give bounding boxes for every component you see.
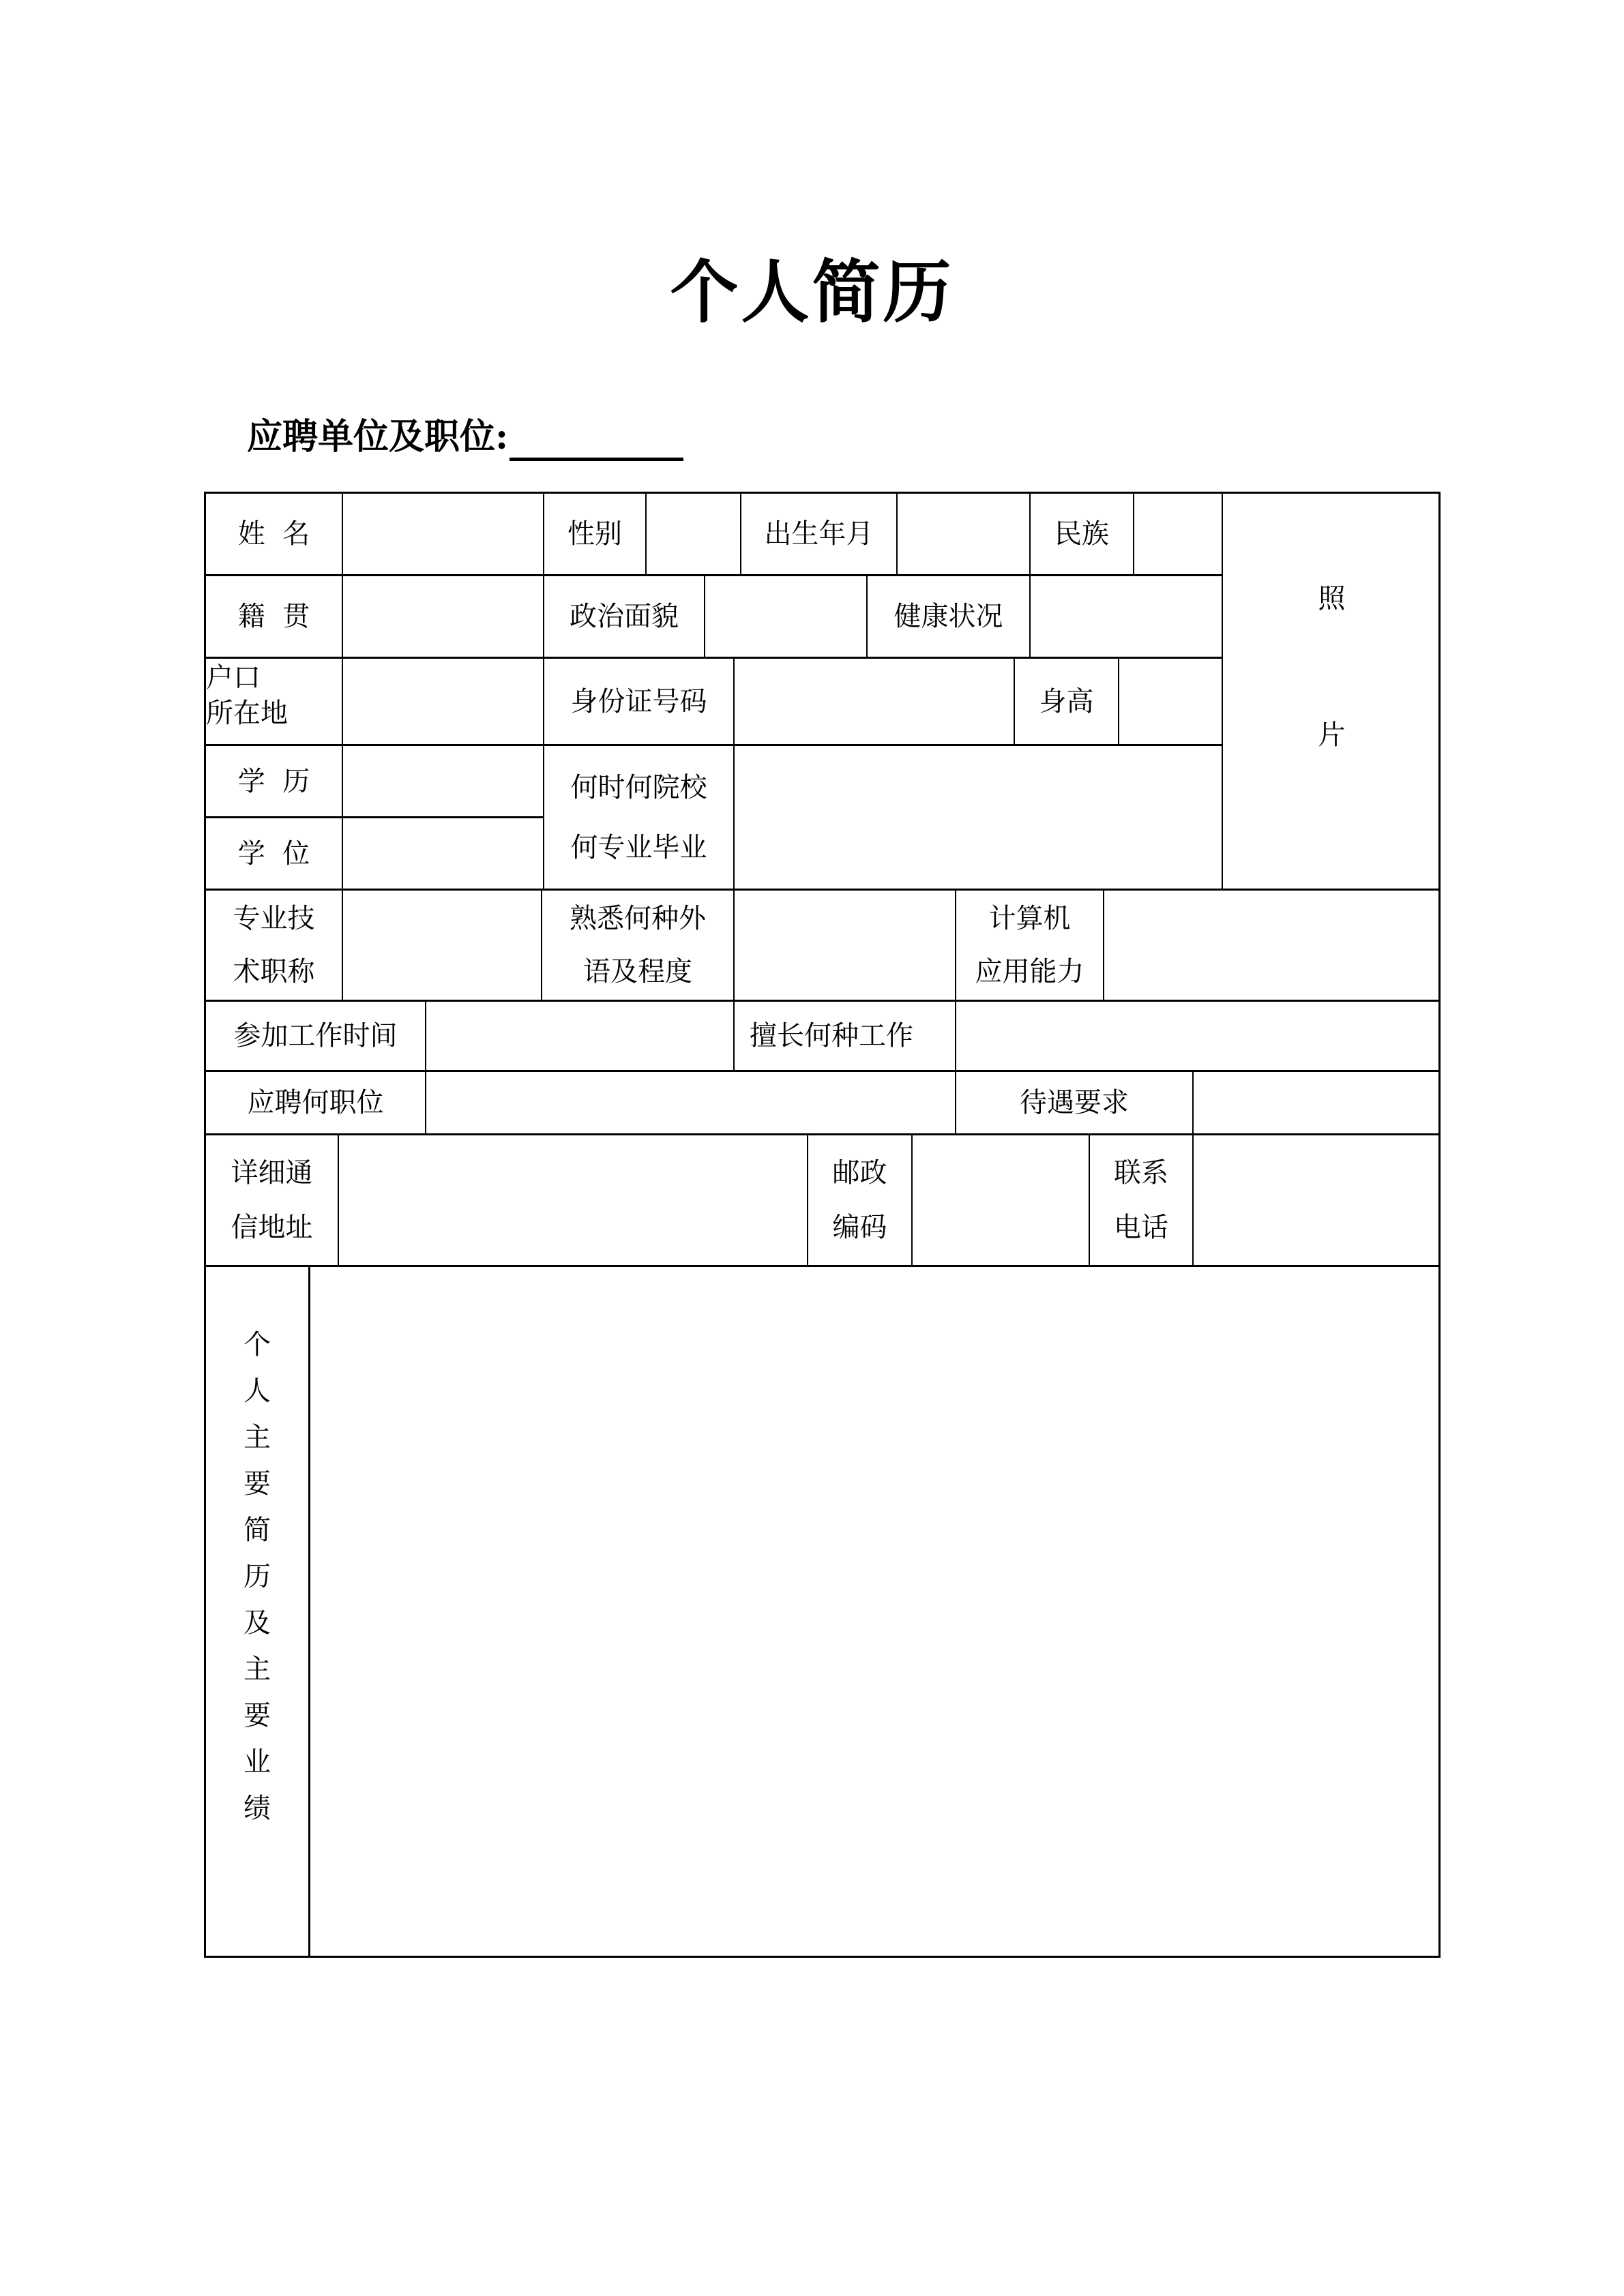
job-applied-label: 应聘何职位 [206, 1072, 426, 1135]
height-label: 身高 [1015, 659, 1119, 746]
postcode-field[interactable] [913, 1135, 1090, 1267]
name-field[interactable] [343, 494, 544, 576]
resume-label-char: 个 [243, 1329, 271, 1360]
computer-skill-label-line-2: 应用能力 [975, 956, 1084, 987]
postcode-label-line-1: 邮政 [832, 1157, 887, 1189]
resume-label-char: 要 [243, 1468, 271, 1500]
hukou-label-line-2: 所在地 [206, 698, 288, 729]
professional-title-label-line-2: 术职称 [233, 956, 315, 987]
resume-label-char: 要 [243, 1700, 271, 1731]
postcode-label-line-2: 编码 [832, 1212, 887, 1243]
specialty-label: 擅长何种工作 [735, 1002, 956, 1072]
phone-label [1090, 1135, 1194, 1267]
language-label-line-2: 语及程度 [583, 956, 692, 987]
phone-field[interactable] [1194, 1135, 1441, 1267]
computer-skill-label-line-1: 计算机 [988, 903, 1071, 934]
native-place-field[interactable] [343, 576, 544, 659]
specialty-field[interactable] [956, 1002, 1441, 1072]
hukou-label-line-1: 户口 [206, 662, 261, 694]
address-field[interactable] [339, 1135, 808, 1267]
work-start-label: 参加工作时间 [206, 1002, 426, 1072]
education-label: 学 历 [206, 746, 343, 818]
political-status-field[interactable] [705, 576, 868, 659]
language-field[interactable] [735, 891, 956, 1002]
gender-field[interactable] [647, 494, 741, 576]
height-field[interactable] [1119, 659, 1223, 746]
degree-label: 学 位 [206, 818, 343, 891]
native-place-label: 籍 贯 [206, 576, 343, 659]
language-label-line-1: 熟悉何种外 [570, 903, 706, 934]
photo-label-2: 片 [1318, 719, 1346, 751]
graduation-label [544, 746, 735, 891]
address-label [206, 1135, 339, 1267]
ethnicity-field[interactable] [1134, 494, 1223, 576]
education-field[interactable] [343, 746, 544, 818]
gender-label: 性别 [544, 494, 647, 576]
job-applied-field[interactable] [426, 1072, 956, 1135]
photo-area[interactable] [1223, 494, 1441, 891]
political-status-label: 政治面貌 [544, 576, 705, 659]
professional-title-label [206, 891, 343, 1002]
position-applied-field[interactable] [510, 418, 683, 461]
name-label: 姓 名 [206, 494, 343, 576]
professional-title-label-line-1: 专业技 [233, 903, 315, 934]
work-start-field[interactable] [426, 1002, 735, 1072]
hukou-field[interactable] [343, 659, 544, 746]
salary-field[interactable] [1194, 1072, 1441, 1135]
resume-label-char: 简 [243, 1515, 271, 1546]
birth-date-label: 出生年月 [741, 494, 898, 576]
photo-label-1: 照 [1318, 583, 1346, 614]
position-applied-label: 应聘单位及职位: [247, 416, 509, 458]
address-label-line-1: 详细通 [231, 1157, 313, 1189]
degree-field[interactable] [343, 818, 544, 891]
postcode-label [808, 1135, 913, 1267]
position-applied-line [247, 413, 683, 461]
page-title: 个人简历 [670, 252, 954, 332]
phone-label-line-2: 电话 [1114, 1212, 1168, 1243]
resume-label-char: 人 [243, 1375, 271, 1407]
id-number-label: 身份证号码 [544, 659, 735, 746]
computer-skill-field[interactable] [1104, 891, 1441, 1002]
graduation-label-line-1: 何时何院校 [570, 771, 707, 803]
health-field[interactable] [1031, 576, 1223, 659]
hukou-label [206, 659, 343, 746]
resume-label-char: 主 [243, 1654, 271, 1685]
health-label: 健康状况 [868, 576, 1031, 659]
resume-label-char: 及 [243, 1607, 271, 1639]
graduation-label-line-2: 何专业毕业 [570, 831, 707, 863]
id-number-field[interactable] [735, 659, 1015, 746]
resume-label-char: 业 [243, 1746, 271, 1778]
language-label [542, 891, 735, 1002]
resume-label-char: 绩 [243, 1793, 271, 1824]
birth-date-field[interactable] [898, 494, 1031, 576]
salary-label: 待遇要求 [956, 1072, 1194, 1135]
resume-form-table [204, 492, 1441, 1958]
resume-label-char: 主 [243, 1422, 271, 1453]
resume-label-char: 历 [243, 1561, 271, 1592]
computer-skill-label [956, 891, 1104, 1002]
professional-title-field[interactable] [343, 891, 542, 1002]
resume-history-field[interactable] [310, 1267, 1441, 1958]
resume-history-label [206, 1267, 310, 1958]
address-label-line-2: 信地址 [231, 1212, 313, 1243]
graduation-field[interactable] [735, 746, 1223, 891]
phone-label-line-1: 联系 [1114, 1157, 1168, 1189]
ethnicity-label: 民族 [1031, 494, 1134, 576]
